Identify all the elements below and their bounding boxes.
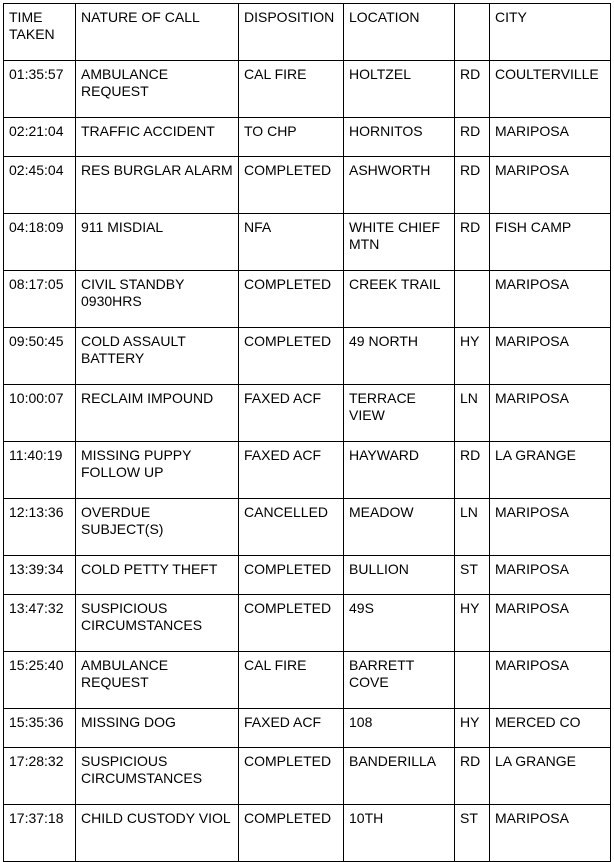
table-row — [4, 214, 611, 271]
cell-suffix: RD — [455, 214, 490, 271]
cell-city: MARIPOSA — [490, 385, 611, 442]
cell-time: 09:50:45 — [4, 328, 76, 385]
cell-suffix: LN — [455, 385, 490, 442]
cell-time: 13:39:34 — [4, 556, 76, 595]
cell-nature: AMBULANCE REQUEST — [76, 652, 239, 709]
cell-disposition: CAL FIRE — [239, 61, 344, 118]
cell-time: 13:47:32 — [4, 595, 76, 652]
cell-suffix: RD — [455, 442, 490, 499]
cell-city: MARIPOSA — [490, 805, 611, 862]
table-row — [4, 499, 611, 556]
cell-time: 08:17:05 — [4, 271, 76, 328]
cell-nature: COLD PETTY THEFT — [76, 556, 239, 595]
cell-nature: CHILD CUSTODY VIOL — [76, 805, 239, 862]
cell-location: HORNITOS — [344, 118, 455, 157]
table-row — [4, 595, 611, 652]
cell-city: MARIPOSA — [490, 556, 611, 595]
cell-location: 49 NORTH — [344, 328, 455, 385]
cell-suffix: LN — [455, 499, 490, 556]
cell-disposition: COMPLETED — [239, 595, 344, 652]
cell-nature: 911 MISDIAL — [76, 214, 239, 271]
cell-suffix: HY — [455, 709, 490, 748]
cell-city: MARIPOSA — [490, 595, 611, 652]
cell-location: HAYWARD — [344, 442, 455, 499]
cell-suffix — [455, 652, 490, 709]
cell-city: MARIPOSA — [490, 328, 611, 385]
table-row — [4, 709, 611, 748]
cell-nature: TRAFFIC ACCIDENT — [76, 118, 239, 157]
table-row — [4, 805, 611, 862]
cell-nature: RES BURGLAR ALARM — [76, 157, 239, 214]
cell-suffix: RD — [455, 61, 490, 118]
call-log-table — [3, 3, 611, 862]
cell-nature: COLD ASSAULT BATTERY — [76, 328, 239, 385]
header-street-suffix — [455, 4, 490, 61]
cell-city: MARIPOSA — [490, 118, 611, 157]
cell-disposition: COMPLETED — [239, 556, 344, 595]
cell-disposition: COMPLETED — [239, 328, 344, 385]
cell-location: ASHWORTH — [344, 157, 455, 214]
cell-disposition: COMPLETED — [239, 157, 344, 214]
cell-location: BANDERILLA — [344, 748, 455, 805]
cell-city: MARIPOSA — [490, 499, 611, 556]
cell-nature: MISSING PUPPY FOLLOW UP — [76, 442, 239, 499]
cell-disposition: COMPLETED — [239, 271, 344, 328]
cell-disposition: COMPLETED — [239, 805, 344, 862]
cell-nature: CIVIL STANDBY 0930HRS — [76, 271, 239, 328]
cell-time: 04:18:09 — [4, 214, 76, 271]
cell-time: 12:13:36 — [4, 499, 76, 556]
cell-location: 49S — [344, 595, 455, 652]
header-row — [4, 4, 611, 61]
header-city: CITY — [490, 4, 611, 61]
cell-city: COULTERVILLE — [490, 61, 611, 118]
cell-location: MEADOW — [344, 499, 455, 556]
table-row — [4, 328, 611, 385]
cell-disposition: NFA — [239, 214, 344, 271]
table-row — [4, 385, 611, 442]
cell-disposition: TO CHP — [239, 118, 344, 157]
call-log-body — [4, 61, 611, 862]
cell-nature: OVERDUE SUBJECT(S) — [76, 499, 239, 556]
cell-disposition: FAXED ACF — [239, 709, 344, 748]
cell-location: BULLION — [344, 556, 455, 595]
header-time-taken: TIME TAKEN — [4, 4, 76, 61]
cell-time: 17:28:32 — [4, 748, 76, 805]
cell-disposition: FAXED ACF — [239, 442, 344, 499]
table-row — [4, 442, 611, 499]
cell-location: 108 — [344, 709, 455, 748]
cell-city: MARIPOSA — [490, 652, 611, 709]
header-nature-of-call: NATURE OF CALL — [76, 4, 239, 61]
cell-nature: SUSPICIOUS CIRCUMSTANCES — [76, 595, 239, 652]
cell-time: 10:00:07 — [4, 385, 76, 442]
cell-time: 02:21:04 — [4, 118, 76, 157]
cell-time: 01:35:57 — [4, 61, 76, 118]
cell-suffix: RD — [455, 748, 490, 805]
cell-location: HOLTZEL — [344, 61, 455, 118]
cell-nature: SUSPICIOUS CIRCUMSTANCES — [76, 748, 239, 805]
cell-nature: RECLAIM IMPOUND — [76, 385, 239, 442]
table-row — [4, 61, 611, 118]
cell-suffix — [455, 271, 490, 328]
cell-disposition: CAL FIRE — [239, 652, 344, 709]
cell-city: MARIPOSA — [490, 157, 611, 214]
cell-city: LA GRANGE — [490, 748, 611, 805]
cell-disposition: CANCELLED — [239, 499, 344, 556]
cell-suffix: HY — [455, 595, 490, 652]
header-disposition: DISPOSITION — [239, 4, 344, 61]
cell-suffix: RD — [455, 157, 490, 214]
cell-time: 15:25:40 — [4, 652, 76, 709]
table-row — [4, 157, 611, 214]
table-row — [4, 748, 611, 805]
cell-location: BARRETT COVE — [344, 652, 455, 709]
cell-location: WHITE CHIEF MTN — [344, 214, 455, 271]
cell-suffix: HY — [455, 328, 490, 385]
cell-nature: MISSING DOG — [76, 709, 239, 748]
cell-suffix: ST — [455, 805, 490, 862]
cell-time: 15:35:36 — [4, 709, 76, 748]
cell-city: LA GRANGE — [490, 442, 611, 499]
cell-suffix: RD — [455, 118, 490, 157]
table-row — [4, 271, 611, 328]
cell-location: CREEK TRAIL — [344, 271, 455, 328]
cell-nature: AMBULANCE REQUEST — [76, 61, 239, 118]
cell-city: MERCED CO — [490, 709, 611, 748]
header-location: LOCATION — [344, 4, 455, 61]
cell-time: 11:40:19 — [4, 442, 76, 499]
cell-location: 10TH — [344, 805, 455, 862]
table-row — [4, 118, 611, 157]
cell-suffix: ST — [455, 556, 490, 595]
table-row — [4, 556, 611, 595]
cell-disposition: COMPLETED — [239, 748, 344, 805]
cell-location: TERRACE VIEW — [344, 385, 455, 442]
cell-city: MARIPOSA — [490, 271, 611, 328]
cell-time: 17:37:18 — [4, 805, 76, 862]
cell-disposition: FAXED ACF — [239, 385, 344, 442]
table-row — [4, 652, 611, 709]
cell-time: 02:45:04 — [4, 157, 76, 214]
cell-city: FISH CAMP — [490, 214, 611, 271]
